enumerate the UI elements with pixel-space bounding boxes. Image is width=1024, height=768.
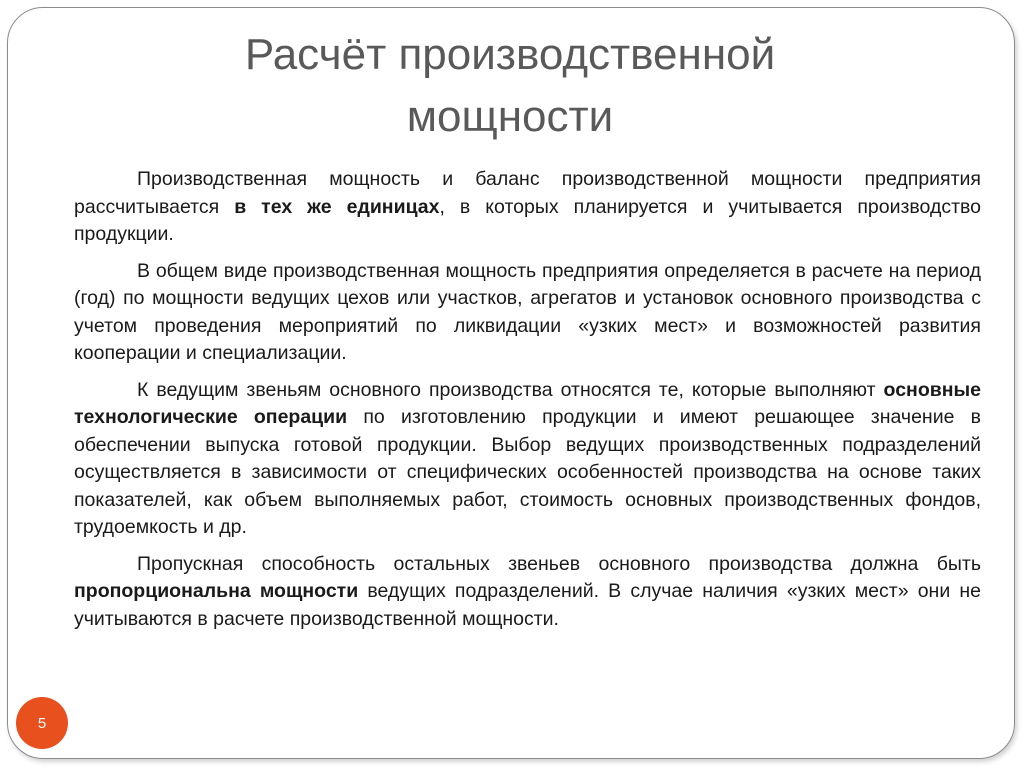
paragraph-3-text-a: К ведущим звеньям основного производства относятся те, которые выполняют <box>137 378 884 401</box>
paragraph-1 <box>74 166 981 249</box>
paragraph-2-text: В общем виде производственная мощность предприятия определяется в расчете на период (год) по мощности ведущих цехов или участков, агрегатов и установок основного производства с учетом проведения мероприятий по ликвидации «узких мест» и возможностей развития кооперации и специализации. <box>74 259 981 364</box>
paragraph-1-bold: в тех же единицах <box>234 195 440 218</box>
page-number: 5 <box>37 714 47 732</box>
paragraph-4-text-b: ведущих подразделений. В случае наличия «узких мест» они не учитываются в расчете производственной мощности. <box>74 580 981 630</box>
paragraph-3-text-b: по изготовлению продукции и имеют решающее значение в обеспечении выпуска готовой продукции. Выбор ведущих производственных подразделений осуществляется в зависимости от специфических особенностей производства на основе таких показателей, как объем выполняемых работ, стоимость основных производственных фондов, трудоемкость и др. <box>74 406 981 538</box>
paragraph-1-text-a: Производственная мощность и баланс производственной мощности предприятия рассчитывается <box>74 168 981 218</box>
slide-title <box>120 24 900 148</box>
paragraph-4 <box>74 551 981 634</box>
paragraph-4-text-a: Пропускная способность остальных звеньев основного производства должна быть <box>137 552 981 575</box>
slide-body <box>74 166 981 642</box>
paragraph-4-bold: пропорциональна мощности <box>74 580 359 602</box>
slide-title-line-2: мощности <box>406 92 614 141</box>
page-number-badge <box>16 697 68 749</box>
paragraph-3-bold: основные технологические операции <box>74 378 981 428</box>
paragraph-2 <box>74 258 981 368</box>
paragraph-3 <box>74 377 981 542</box>
paragraph-1-text-b: , в которых планируется и учитывается производство продукции. <box>74 195 982 245</box>
slide-title-line-1: Расчёт производственной <box>244 30 776 79</box>
